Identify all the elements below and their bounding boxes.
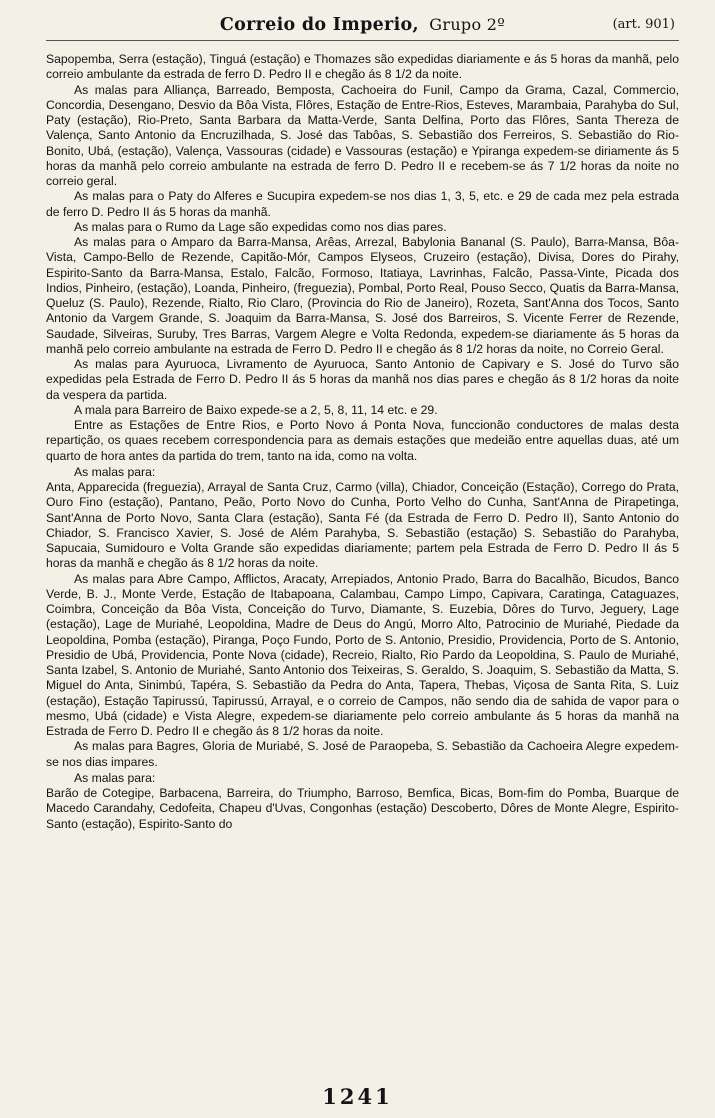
running-title xyxy=(46,15,679,35)
paragraph: As malas para Ayuruoca, Livramento de Ayuruoca, Santo Antonio de Capivary e S. José do Turvo são expedidas pela Estrada de Ferro D. Pedro II ás 5 horas da manhã nos dias pares e chegão ás 8 1/2 horas da noite da vespera da partida. xyxy=(46,357,679,402)
paragraph: As malas para o Amparo da Barra-Mansa, Arêas, Arrezal, Babylonia Bananal (S. Paulo), Barra-Mansa, Bôa-Vista, Campo-Bello de Rezende, Capitão-Mór, Campos Elyseos, Cruzeiro (estação), Divisa, Dores do Pirahy, Espirito-Santo da Barra-Mansa, Estalo, Falcão, Formoso, Itatiaya, Lavrinhas, Falcão, Passa-Vinte, Picada dos Indios, Pinheiro, (estação), Loanda, Pinheiro, (freguezia), Pombal, Porto Real, Pouso Secco, Quatis da Barra-Mansa, Queluz (S. Paulo), Rezende, Rialto, Rio Claro, (Provincia do Rio de Janeiro), Rozeta, Sant'Anna dos Tocos, Santo Antonio da Vargem Grande, S. Joaquim da Barra-Mansa, S. José dos Barreiros, S. Vicente Ferrer de Rezende, Saudade, Silveiras, Suruby, Tres Barras, Vargem Alegre e Volta Redonda, expedem-se diariamente ás 5 horas da manhã pelo correio ambulante na estrada de Ferro D. Pedro II e chegão ás 8 1/2 horas da noite, no Correio Geral. xyxy=(46,235,679,356)
header-rule xyxy=(46,40,679,41)
paragraph: Entre as Estações de Entre Rios, e Porto Novo á Ponta Nova, funccionão conductores de malas desta repartição, os quaes recebem correspondencia para as demais estações que medeião entre aquellas duas, até um quarto de hora antes da partida do trem, tanto na ida, como na volta. xyxy=(46,418,679,463)
paragraph: Sapopemba, Serra (estação), Tinguá (estação) e Thomazes são expedidas diariamente e ás 5 horas da manhã, pelo correio ambulante da estrada de ferro D. Pedro II e chegão ás 8 1/2 da noite. xyxy=(46,52,679,82)
paragraph: Barão de Cotegipe, Barbacena, Barreira, do Triumpho, Barroso, Bemfica, Bicas, Bom-fim do Pomba, Buarque de Macedo Carandahy, Cedofeita, Chapeu d'Uvas, Congonhas (estação) Descoberto, Dôres de Monte Alegre, Espirito-Santo (estação), Espirito-Santo do xyxy=(46,786,679,831)
paragraph: As malas para o Rumo da Lage são expedidas como nos dias pares. xyxy=(74,219,447,234)
page-header xyxy=(46,0,679,52)
paragraph: A mala para Barreiro de Baixo expede-se a 2, 5, 8, 11, 14 etc. e 29. xyxy=(74,402,438,417)
paragraph: As malas para o Paty do Alferes e Sucupira expedem-se nos dias 1, 3, 5, etc. e 29 de cada mez pela estrada de ferro D. Pedro II ás 5 horas da manhã. xyxy=(46,189,679,219)
paragraph: As malas para: xyxy=(74,770,156,785)
article-reference: (art. 901) xyxy=(612,17,675,32)
group-label: Grupo 2º xyxy=(429,15,506,34)
paragraph: As malas para Alliança, Barreado, Bemposta, Cachoeira do Funil, Campo da Grama, Cazal, Commercio, Concordia, Desengano, Desvio da Bôa Vista, Flôres, Estação de Entre-Rios, Esteves, Marambaia, Parahyba do Sul, Paty (estação), Rio-Preto, Santa Barbara da Matta-Verde, Santa Delfina, Porto das Flôres, Santa Thereza de Valença, Santo Antonio da Encruzilhada, S. José das Tabôas, S. Sebastião dos Ferreiros, S. Sebastião do Rio-Bonito, Ubá, (estação), Valença, Vassouras (cidade) e Vassouras (estação) e Ypiranga expedem-se diriamente ás 5 horas da manhã pelo correio ambulante na estrada de ferro D. Pedro II e recebem-se ás 7 1/2 horas da noite no correio geral. xyxy=(46,82,679,188)
paragraph: As malas para: xyxy=(74,464,156,479)
paragraph: As malas para Bagres, Gloria de Muriabé, S. José de Paraopeba, S. Sebastião da Cachoeira Alegre expedem-se nos dias impares. xyxy=(46,739,679,769)
body-text xyxy=(46,52,679,832)
journal-title: Correio do Imperio, xyxy=(219,15,419,35)
paragraph: Anta, Apparecida (freguezia), Arrayal de Santa Cruz, Carmo (villa), Chiador, Conceição (Estação), Corrego do Prata, Ouro Fino (estação), Pantano, Peão, Porto Novo do Cunha, Porto Velho do Cunha, Sant'Anna de Pirapetinga, Sant'Anna de Porto Novo, Santa Clara (estação), Santa Fé (da Estrada de Ferro D. Pedro II), Santo Antonio do Chiador, S. Francisco Xavier, S. José de Além Parahyba, S. Sebastião (estação) S. Sebastião do Parahyba, Sapucaia, Sumidouro e Volta Grande são expedidas diariamente; partem pela Estrada de Ferro D. Pedro II ás 5 horas da manhã e chegão ás 8 1/2 horas da noite. xyxy=(46,480,679,571)
page-number: 1241 xyxy=(322,1084,393,1109)
paragraph: As malas para Abre Campo, Afflictos, Aracaty, Arrepiados, Antonio Prado, Barra do Bacalhão, Bicudos, Banco Verde, B. J., Monte Verde, Estação de Itabapoana, Calambau, Campo Limpo, Capivara, Caratinga, Cataguazes, Coimbra, Conceição da Bôa Vista, Conceição do Turvo, Diamante, S. Euzebia, Dôres do Turvo, Jeguery, Lage (estação), Lage de Muriahé, Leopoldina, Madre de Deus do Angú, Morro Alto, Patrocinio de Muriahé, Piedade da Leopoldina, Pomba (estação), Piranga, Poço Fundo, Porto de S. Antonio, Presidio, Providencia, Porto de S. Antonio, Presidio de Ubá, Providencia, Ponte Nova (cidade), Recreio, Rialto, Rio Pardo da Leopoldina, S. Paulo de Muriahé, Santa Izabel, S. Antonio de Muriahé, Santo Antonio dos Teixeiras, S. Geraldo, S. Joaquim, S. Sebastião da Matta, S. Miguel do Anta, Sinimbú, Tapéra, S. Sebastião da Pedra do Anta, Tapera, Thebas, Viçosa de Santa Rita, S. Luiz (estação), Estação Tapirussú, Tapirussú, Arrayal, e o correio de Campos, não sendo dia de sahida de vapor para o mesmo, Ubá (cidade) e Vista Alegre, expedem-se diariamente pelo correio ambulante ás 5 horas da manhã na Estrada de Ferro D. Pedro II e chegão ás 8 1/2 horas da noite. xyxy=(46,571,679,738)
